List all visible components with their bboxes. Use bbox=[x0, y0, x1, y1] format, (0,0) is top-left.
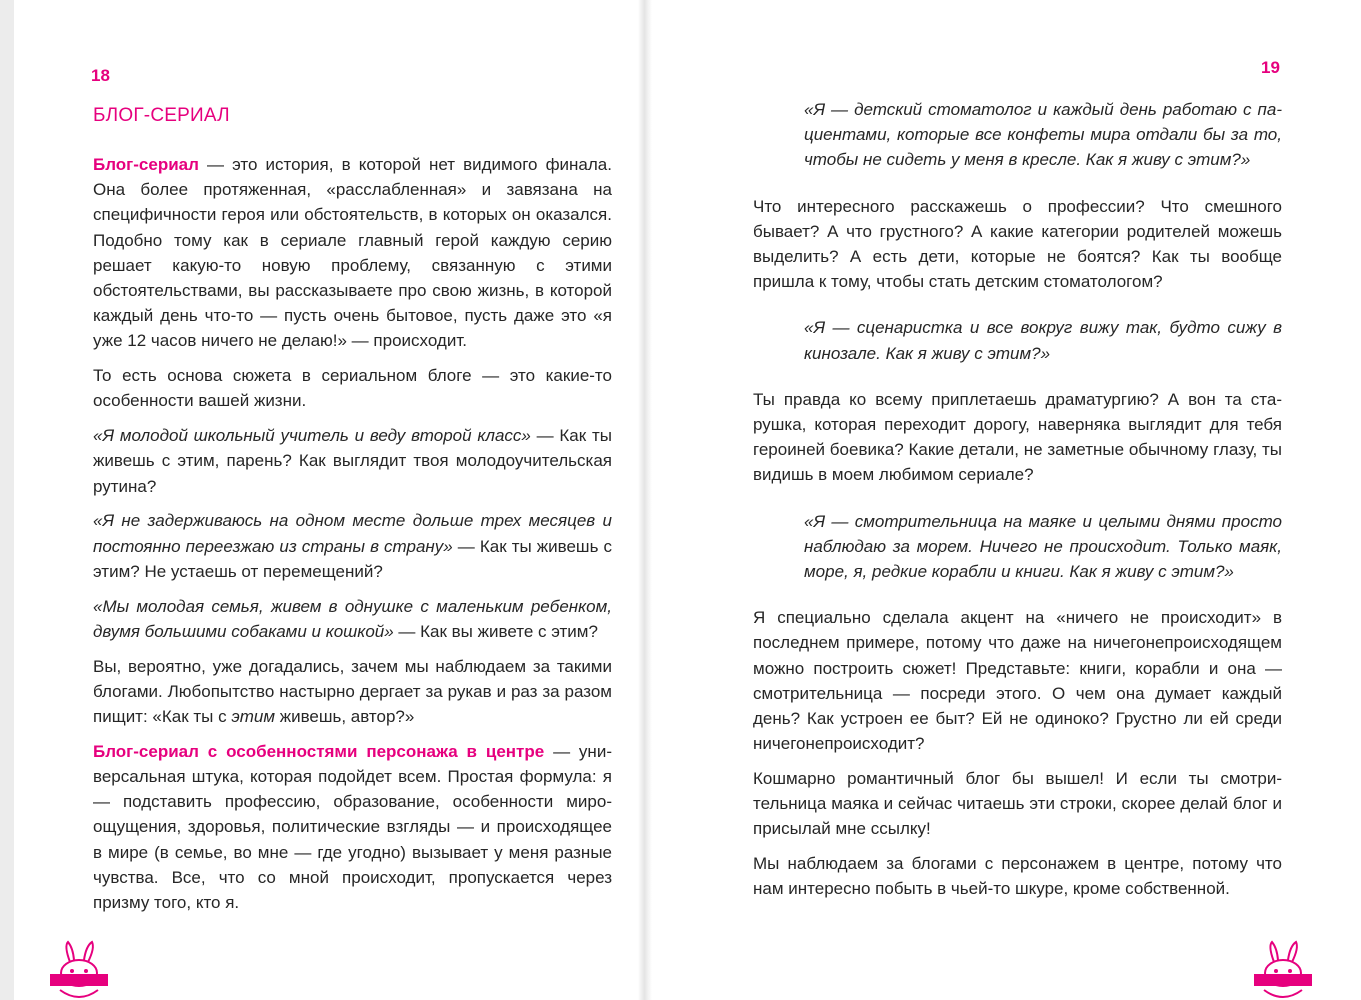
paragraph-text: — это история, в которой нет видимого финала. Она более протяженная, «расслабленная» и завязана на специфичности героя или обстоятельств, в которых он оказался. Подобно тому как в сериале главный герой каждую серию решает какую-то новую проблему, связанную с этими обстоятельствами, вы рассказываете про свою жизнь, в которой каждый день что-то — пусть очень бытовое, пусть даже это «я уже 12 часов ничего не делаю!» — происходит. bbox=[93, 155, 612, 351]
paragraph-text: — универсальная штука, которая подойдет всем. Простая формула: я — подставить профессию, образование, особенности мироощущения, здоровья, политические взгляды — и происходящее в мире (в семье, во мне — где угодно) вызывает у меня разные чувства. Все, что со мной происходит, пропускается через призму того, кто я. bbox=[93, 741, 612, 913]
paragraph: Мы наблюдаем за блогами с персонажем в центре, потому что нам интересно побыть в чьей-то шкуре, кроме собственной. bbox=[753, 854, 1282, 899]
paragraph-text: живешь, автор?» bbox=[274, 707, 415, 727]
quote-text: «Мы молодая семья, живем в однушке с маленьким ребенком, двумя большими собаками и кошкой» bbox=[93, 596, 612, 641]
paragraph: Что интересного расскажешь о профессии? Что смешного бывает? А что грустного? А какие категории родителей можешь выделить? А есть дети, которые не боятся? Как ты вообще пришла к тому, чтобы стать детским стоматологом? bbox=[753, 196, 1282, 292]
emphasis-text: этим bbox=[231, 707, 275, 727]
paragraph-text: — Как вы живете с этим? bbox=[393, 621, 598, 641]
paragraph-text: — Как ты живешь с этим, парень? Как выглядит твоя молодоучительская рутина? bbox=[93, 426, 612, 496]
paragraph bbox=[93, 508, 612, 584]
paragraph bbox=[93, 739, 612, 915]
term-highlight: Блог-сериал bbox=[93, 155, 199, 174]
bunny-mascot-icon bbox=[1252, 940, 1314, 1000]
paragraph bbox=[93, 594, 612, 644]
paragraph: Ты правда ко всему приплетаешь драматургию? А вон та старушка, которая переходит дорогу, наверняка выглядит для тебя героиней боевика? Какие детали, не заметные обычному глазу, ты видишь в моем любимом сериале? bbox=[753, 389, 1282, 485]
example-quote: «Я — детский стоматолог и каждый день работаю с пациентами, которые все конфеты мира отдали бы за то, чтобы не сидеть у меня в кресле. Как я живу с этим?» bbox=[804, 100, 1282, 170]
right-column bbox=[753, 97, 1282, 911]
quote-text: «Я не задерживаюсь на одном месте дольше трех месяцев и постоянно переезжаю из страны в страну» bbox=[93, 511, 612, 556]
left-column bbox=[93, 152, 612, 925]
paragraph bbox=[93, 423, 612, 499]
paragraph: Кошмарно романтичный блог бы вышел! И если ты смотрительница маяка и сейчас читаешь эти строки, скорее делай блог и присылай мне ссылку! bbox=[753, 769, 1282, 839]
paragraph-text: Вы, вероятно, уже догадались, зачем мы наблюдаем за такими блогами. Любопытство настырно дергает за рукав и раз за разом пищит: «Как ты с bbox=[93, 656, 612, 727]
example-quote: «Я — сценаристка и все вокруг вижу так, будто сижу в кинозале. Как я живу с этим?» bbox=[804, 318, 1282, 363]
page-number-right: 19 bbox=[1261, 58, 1280, 77]
quote-text: «Я молодой школьный учитель и веду второй класс» bbox=[93, 426, 531, 446]
paragraph: То есть основа сюжета в сериальном блоге — это какие-то особенности вашей жизни. bbox=[93, 366, 612, 411]
example-quote: «Я — смотрительница на маяке и целыми днями просто наблюдаю за морем. Ничего не происходит. Только маяк, море, я, редкие корабли и книги. Как я живу с этим?» bbox=[804, 511, 1282, 582]
term-highlight: Блог-сериал с особенностями персонажа в центре bbox=[93, 741, 545, 761]
page-number-left: 18 bbox=[91, 66, 110, 85]
section-heading: БЛОГ-СЕРИАЛ bbox=[93, 105, 230, 126]
book-gutter bbox=[638, 0, 652, 1000]
paragraph-text: — Как ты живешь с этим? Не устаешь от перемещений? bbox=[93, 536, 612, 581]
paragraph bbox=[93, 654, 612, 730]
paragraph: Я специально сделала акцент на «ничего не происходит» в последнем примере, потому что даже на ничегонепроисходящем можно построить сюжет! Представьте: книги, корабли и она — смотрительница — посреди этого. О чем она думает каждый день? Как устроен ее быт? Ей не одиноко? Грустно ли ей среди ничегонепроисходит? bbox=[753, 608, 1282, 754]
bunny-mascot-icon bbox=[48, 940, 110, 1000]
paragraph bbox=[93, 152, 612, 354]
